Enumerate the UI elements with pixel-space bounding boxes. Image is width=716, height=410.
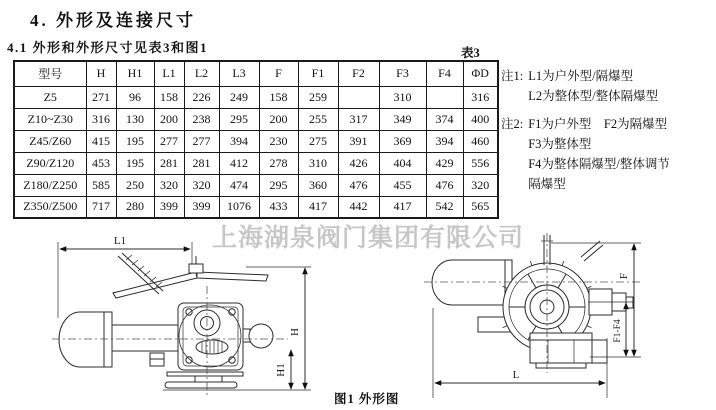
table-row xyxy=(14,196,498,218)
table-header-cell: 型号 xyxy=(14,61,86,86)
dimension-table xyxy=(13,60,499,219)
table-cell: 476 xyxy=(338,174,379,196)
table-cell: 404 xyxy=(379,152,426,174)
table-cell: 255 xyxy=(298,108,338,130)
section-title: 4. 外形及连接尺寸 xyxy=(30,11,196,30)
table-row xyxy=(14,152,498,174)
table-cell: 277 xyxy=(184,130,219,152)
motor-front xyxy=(59,312,112,367)
table-header-cell: F1 xyxy=(298,61,338,86)
table-cell: 200 xyxy=(259,108,298,130)
table-cell xyxy=(426,86,463,108)
note-line: F3为整体型 xyxy=(528,137,592,151)
table-cell: 96 xyxy=(116,86,154,108)
table-cell: 295 xyxy=(259,174,298,196)
mounting-base xyxy=(165,372,243,388)
dim-label-f1-f4: F1-F4 xyxy=(613,319,623,343)
table-header-cell: F3 xyxy=(379,61,426,86)
note-line: F1为户外型 F2为隔爆型 xyxy=(528,117,668,131)
table-cell: 412 xyxy=(219,152,259,174)
table-cell: 417 xyxy=(298,196,338,218)
notes-block xyxy=(501,66,715,194)
table-cell: 394 xyxy=(426,130,463,152)
table-cell: 474 xyxy=(219,174,259,196)
table-header-cell: F xyxy=(259,61,298,86)
table-header-row xyxy=(14,61,498,86)
table-row xyxy=(14,108,498,130)
table-cell: 429 xyxy=(426,152,463,174)
table-cell: 226 xyxy=(184,86,219,108)
table-cell: 259 xyxy=(298,86,338,108)
table-cell: 399 xyxy=(154,196,184,218)
table-cell: 349 xyxy=(379,108,426,130)
table-cell: 275 xyxy=(298,130,338,152)
table-cell: Z10~Z30 xyxy=(14,108,86,130)
dimension-l1 xyxy=(58,235,192,318)
note-line: L2为整体型/整体隔爆型 xyxy=(528,89,659,103)
table-cell: 320 xyxy=(184,174,219,196)
subsection-title: 4.1 外形和外形尺寸见表3和图1 xyxy=(7,40,209,55)
table-cell: 320 xyxy=(463,174,498,196)
table-cell: 374 xyxy=(426,108,463,130)
table-cell: 453 xyxy=(86,152,116,174)
table-cell: 271 xyxy=(86,86,116,108)
table-cell: 417 xyxy=(379,196,426,218)
table-cell: 369 xyxy=(379,130,426,152)
table-cell: 316 xyxy=(86,108,116,130)
table-header-cell: ΦD xyxy=(463,61,498,86)
table-row xyxy=(14,130,498,152)
table-cell xyxy=(338,86,379,108)
table-label: 表3 xyxy=(461,46,480,60)
table-cell: 320 xyxy=(154,174,184,196)
side-indicator-knob xyxy=(243,324,273,348)
note-line: 隔爆型 xyxy=(528,177,566,191)
table-cell: 158 xyxy=(259,86,298,108)
table-cell: 195 xyxy=(116,152,154,174)
dim-label-f: F xyxy=(618,272,630,280)
table-cell: 316 xyxy=(463,86,498,108)
table-cell: Z45/Z60 xyxy=(14,130,86,152)
actuator-body xyxy=(178,303,243,370)
table-cell: 281 xyxy=(154,152,184,174)
table-cell: 394 xyxy=(219,130,259,152)
company-watermark: 上海湖泉阀门集团有限公司 xyxy=(212,225,525,252)
table-cell: 455 xyxy=(379,174,426,196)
table-cell: 476 xyxy=(426,174,463,196)
table-cell: 158 xyxy=(154,86,184,108)
outline-drawing xyxy=(0,228,716,410)
table-cell: Z5 xyxy=(14,86,86,108)
bottom-housing xyxy=(530,333,607,368)
dimension-h1 xyxy=(275,350,291,389)
table-cell: 310 xyxy=(379,86,426,108)
nameplate xyxy=(196,340,228,354)
motor-top xyxy=(432,260,512,332)
dim-label-l: L xyxy=(512,369,520,381)
table-header-cell: F4 xyxy=(426,61,463,86)
table-row xyxy=(14,86,498,108)
note-1 xyxy=(501,66,715,106)
table-cell: 399 xyxy=(184,196,219,218)
table-header-cell: H1 xyxy=(116,61,154,86)
lever-top xyxy=(581,241,603,261)
table-cell: 280 xyxy=(116,196,154,218)
table-cell: 200 xyxy=(154,108,184,130)
coupling-neck xyxy=(112,325,178,366)
dim-label-l1: L1 xyxy=(113,235,127,247)
note-2-lines xyxy=(528,114,670,194)
table-cell: 433 xyxy=(259,196,298,218)
table-cell: 585 xyxy=(86,174,116,196)
table-cell: 391 xyxy=(338,130,379,152)
note-2-label: 注2: xyxy=(501,117,524,131)
table-header-cell: L3 xyxy=(219,61,259,86)
table-cell: 295 xyxy=(219,108,259,130)
table-cell: 442 xyxy=(338,196,379,218)
table-cell: 415 xyxy=(86,130,116,152)
table-cell: 230 xyxy=(259,130,298,152)
dim-label-h1: H1 xyxy=(275,363,287,377)
table-cell: 130 xyxy=(116,108,154,130)
table-cell: 250 xyxy=(116,174,154,196)
top-view-drawing xyxy=(424,233,641,398)
table-cell: 317 xyxy=(338,108,379,130)
table-cell: 277 xyxy=(154,130,184,152)
table-cell: 310 xyxy=(298,152,338,174)
table-header-cell: H xyxy=(86,61,116,86)
table-cell: Z350/Z500 xyxy=(14,196,86,218)
table-cell: Z90/Z120 xyxy=(14,152,86,174)
table-cell: 360 xyxy=(298,174,338,196)
handwheel-edge xyxy=(113,256,268,298)
table-cell: 400 xyxy=(463,108,498,130)
table-cell: 460 xyxy=(463,130,498,152)
table-header-cell: F2 xyxy=(338,61,379,86)
table-row xyxy=(14,174,498,196)
table-cell: Z180/Z250 xyxy=(14,174,86,196)
table-cell: 278 xyxy=(259,152,298,174)
note-line: L1为户外型/隔爆型 xyxy=(528,69,634,83)
table-cell: 1076 xyxy=(219,196,259,218)
table-cell: 556 xyxy=(463,152,498,174)
note-1-lines xyxy=(528,66,658,106)
table-cell: 249 xyxy=(219,86,259,108)
table-header-cell: L1 xyxy=(154,61,184,86)
table-cell: 717 xyxy=(86,196,116,218)
figure-caption: 图1 外形图 xyxy=(334,392,400,406)
note-line: F4为整体隔爆型/整体调节 xyxy=(528,157,670,171)
note-1-label: 注1: xyxy=(501,69,524,83)
front-view-drawing xyxy=(52,235,311,396)
note-2 xyxy=(501,114,715,194)
dim-label-h: H xyxy=(289,328,301,336)
table-cell: 542 xyxy=(426,196,463,218)
table-cell: 238 xyxy=(184,108,219,130)
table-cell: 426 xyxy=(338,152,379,174)
table-cell: 195 xyxy=(116,130,154,152)
table-cell: 281 xyxy=(184,152,219,174)
table-header-cell: L2 xyxy=(184,61,219,86)
table-cell: 565 xyxy=(463,196,498,218)
